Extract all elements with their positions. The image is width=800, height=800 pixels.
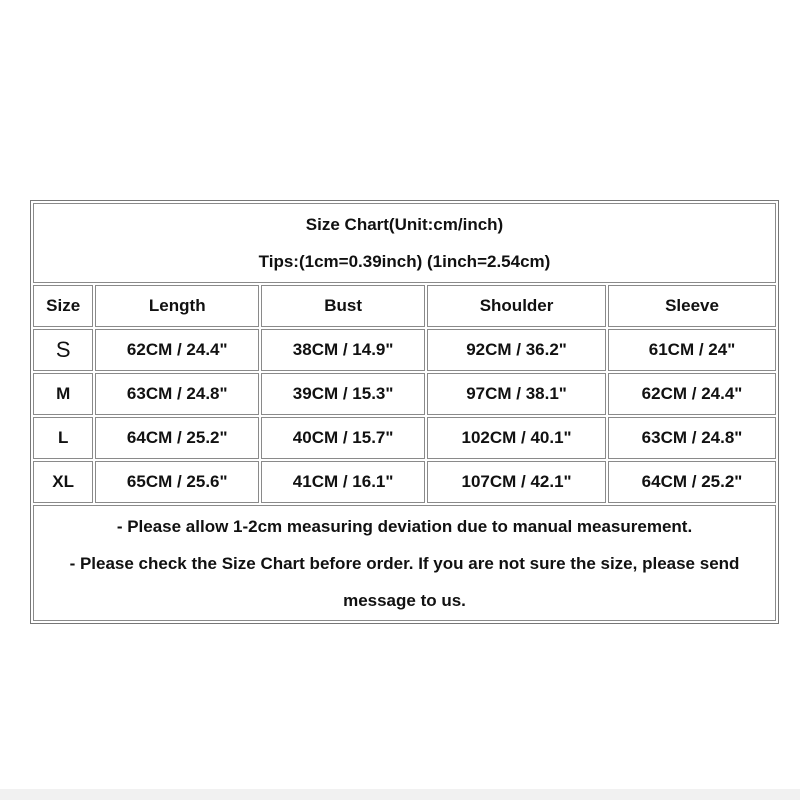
shoulder-cell: 107CM / 42.1" bbox=[427, 461, 606, 503]
length-cell: 65CM / 25.6" bbox=[95, 461, 259, 503]
bottom-strip bbox=[0, 789, 800, 800]
size-cell: S bbox=[33, 329, 93, 371]
size-cell: L bbox=[33, 417, 93, 459]
chart-title: Size Chart(Unit:cm/inch) bbox=[305, 215, 504, 234]
size-cell: M bbox=[33, 373, 93, 415]
shoulder-cell: 97CM / 38.1" bbox=[427, 373, 606, 415]
column-header-bust: Bust bbox=[261, 285, 425, 327]
note-line-2: - Please check the Size Chart before order. If you are not sure the size, please send bbox=[69, 553, 740, 573]
chart-tips: Tips:(1cm=0.39inch) (1inch=2.54cm) bbox=[258, 252, 551, 271]
sleeve-cell: 63CM / 24.8" bbox=[608, 417, 776, 459]
table-row bbox=[33, 329, 776, 371]
size-cell: XL bbox=[33, 461, 93, 503]
column-header-length: Length bbox=[95, 285, 259, 327]
length-cell: 64CM / 25.2" bbox=[95, 417, 259, 459]
length-cell: 62CM / 24.4" bbox=[95, 329, 259, 371]
note-line-1: - Please allow 1-2cm measuring deviation due to manual measurement. bbox=[116, 516, 693, 536]
table-row bbox=[33, 373, 776, 415]
chart-header bbox=[33, 203, 776, 283]
table-row bbox=[33, 461, 776, 503]
shoulder-cell: 92CM / 36.2" bbox=[427, 329, 606, 371]
column-header-row bbox=[33, 285, 776, 327]
column-header-sleeve: Sleeve bbox=[608, 285, 776, 327]
note-line-3: message to us. bbox=[343, 590, 466, 610]
sleeve-cell: 61CM / 24" bbox=[608, 329, 776, 371]
size-chart-table bbox=[30, 200, 779, 624]
bust-cell: 39CM / 15.3" bbox=[261, 373, 425, 415]
length-cell: 63CM / 24.8" bbox=[95, 373, 259, 415]
column-header-shoulder: Shoulder bbox=[427, 285, 606, 327]
notes-section bbox=[33, 505, 776, 621]
sleeve-cell: 64CM / 25.2" bbox=[608, 461, 776, 503]
bust-cell: 38CM / 14.9" bbox=[261, 329, 425, 371]
column-header-size: Size bbox=[33, 285, 93, 327]
sleeve-cell: 62CM / 24.4" bbox=[608, 373, 776, 415]
shoulder-cell: 102CM / 40.1" bbox=[427, 417, 606, 459]
bust-cell: 41CM / 16.1" bbox=[261, 461, 425, 503]
bust-cell: 40CM / 15.7" bbox=[261, 417, 425, 459]
table-row bbox=[33, 417, 776, 459]
